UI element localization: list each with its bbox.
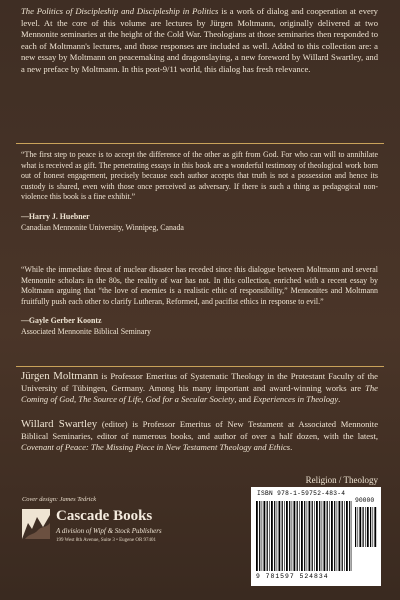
endorser-name: —Gayle Gerber Koontz bbox=[21, 316, 102, 326]
endorsement-quote: “The first step to peace is to accept the difference of the other as gift from God. For who can will to annihilate what is received as gift. The penetrating essays in this book are a wonderful testimony of theological work born out of honest engagement, precisely because each author accepts that truth is not a possession and hence its custody is shared, even with those once perceived as adversary. If there is such a thing as pedagogical non-violence this book is a fine exhibit.” bbox=[21, 150, 378, 202]
divider-rule bbox=[16, 366, 384, 367]
blurb-text: is a work of dialog and cooperation at every level. At the core of this volume are lectures by Jürgen Moltmann, originally delivered at two Mennonite seminaries at the height of the Cold War. Theologians at those seminaries then responded to each of Moltmann's lectures, and those responses are included as well. Added to this collection are: a new essay by Moltmann on peacemaking and dragonslaying, a new foreword by Willard Swartley, and a new preface by Moltmann. In this post-9/11 world, this dialog has fresh relevance. bbox=[21, 6, 378, 74]
author-bio-swartley: Willard Swartley (editor) is Professor Emeritus of New Testament at Associated Mennonite Biblical Seminaries, editor of numerous books, and author of over a half dozen, with the latest, Covenant of Peace: The Missing Piece in New Testament Theology and Ethics. bbox=[21, 418, 379, 453]
addon-barcode-icon bbox=[355, 507, 377, 547]
publisher-division: A division of Wipf & Stock Publishers bbox=[56, 527, 162, 535]
endorser-name: —Harry J. Huebner bbox=[21, 211, 90, 221]
endorser-affiliation: Canadian Mennonite University, Winnipeg, Canada bbox=[21, 222, 184, 232]
endorsement-2 bbox=[21, 265, 378, 338]
publisher-block bbox=[22, 506, 202, 576]
cascade-logo-icon bbox=[22, 509, 50, 539]
author-name: Jürgen Moltmann bbox=[21, 370, 99, 382]
cover-design-credit: Cover design: James Tedrick bbox=[22, 496, 97, 503]
endorser-affiliation: Associated Mennonite Biblical Seminary bbox=[21, 326, 151, 336]
endorsement-1 bbox=[21, 150, 378, 233]
publisher-name: Cascade Books bbox=[56, 508, 153, 524]
blurb-paragraph bbox=[21, 6, 378, 76]
price-addon-number: 90000 bbox=[355, 497, 375, 504]
endorsement-quote: “While the immediate threat of nuclear disaster has receded since this dialogue between Moltmann and several Mennonite scholars in the 80s, the reality of war has not. In this collection, enriched with a recent essay by Moltmann arguing that “the love of enemies is a realistic ethic of responsibility,” Mennonites and Moltmann fruitfully push each other to clarify Lutheran, Reformed, and pacifist ethics in response to evil.” bbox=[21, 265, 378, 306]
category-label: Religion / Theology bbox=[305, 475, 378, 485]
book-title: The Politics of Discipleship and Discipleship in Politics bbox=[21, 6, 219, 16]
author-bio-moltmann: Jürgen Moltmann is Professor Emeritus of Systematic Theology in the Protestant Faculty of the University of Tübingen, Germany. Among his many important and award-winning works are The Coming of God, The Source of Life, God for a Secular Society, and Experiences in Theology. bbox=[21, 370, 378, 405]
barcode-panel bbox=[251, 487, 381, 586]
isbn-text: ISBN 978-1-59752-483-4 bbox=[257, 490, 346, 497]
ean-barcode-icon bbox=[256, 501, 352, 571]
publisher-address: 199 West 8th Avenue, Suite 3 • Eugene OR 97401 bbox=[56, 538, 157, 543]
ean-number: 9 781597 524834 bbox=[256, 573, 329, 580]
divider-rule bbox=[16, 143, 384, 144]
editor-name: Willard Swartley bbox=[21, 418, 98, 430]
